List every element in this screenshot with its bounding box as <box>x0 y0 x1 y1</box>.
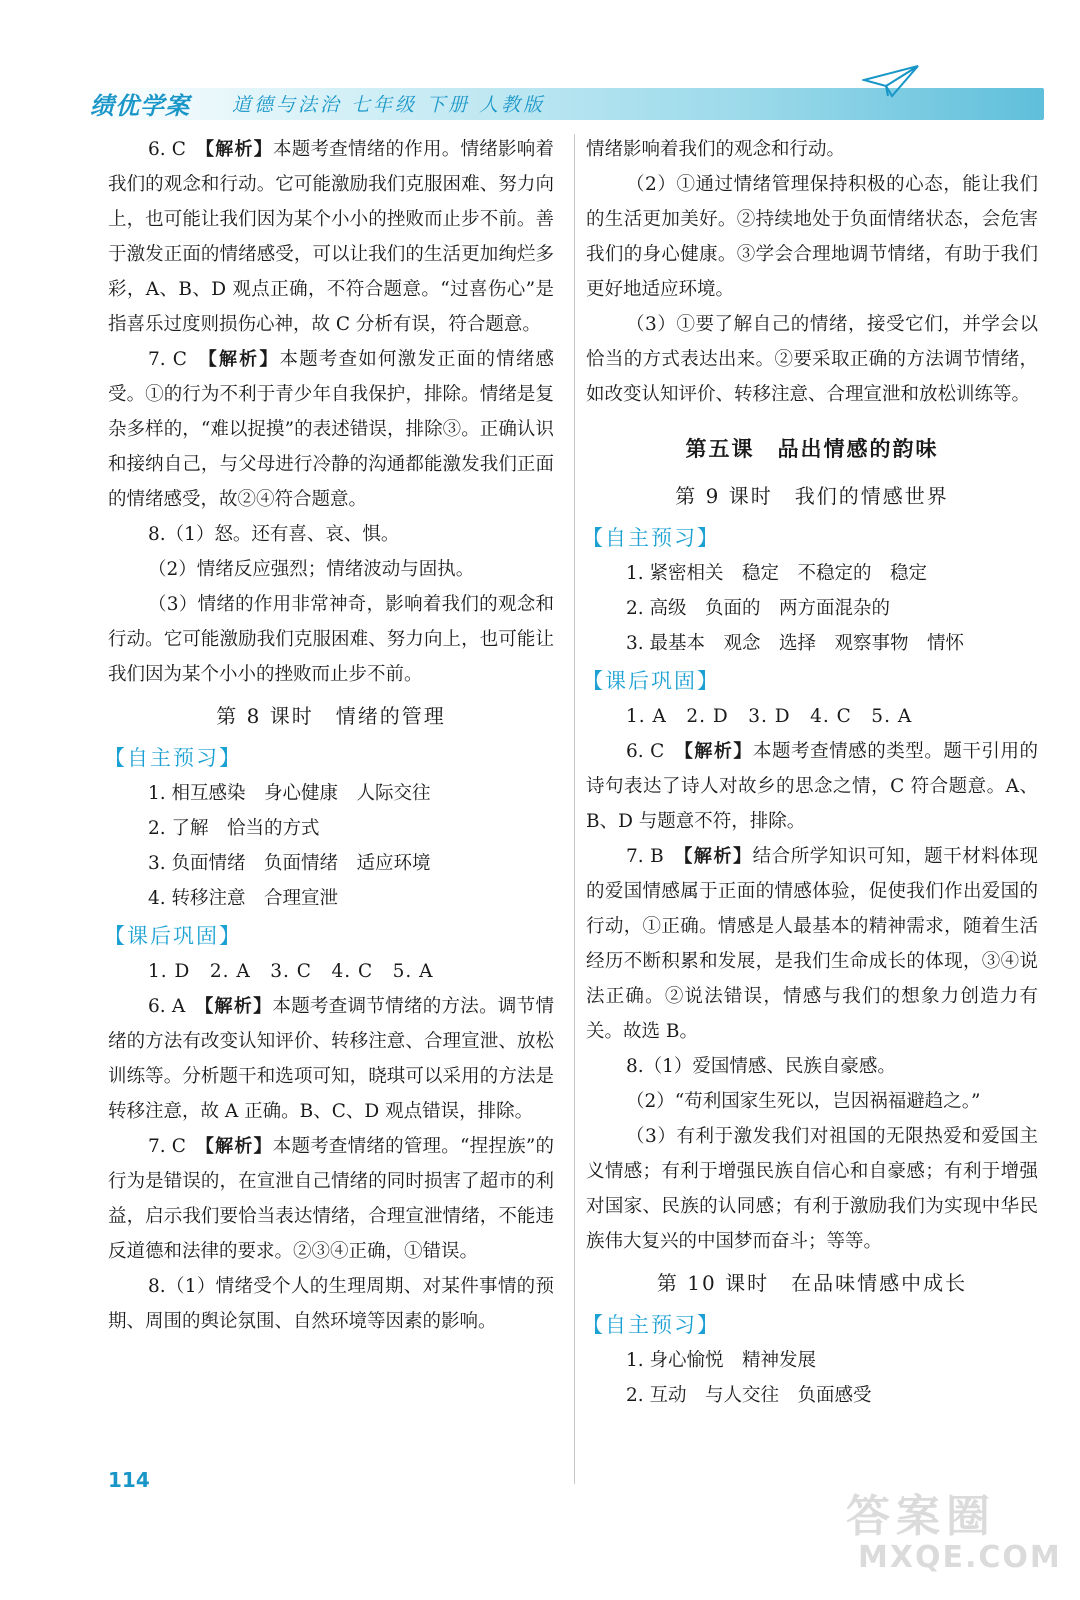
section-preview: 【自主预习】 <box>582 526 720 550</box>
choice-answers: 1. D 2. A 3. C 4. C 5. A <box>148 961 434 982</box>
watermark-logo: 答案圈 MXQE.COM <box>846 1491 1062 1575</box>
preview-item: 1. 身心愉悦 精神发展 <box>626 1350 817 1371</box>
preview-item: 1. 紧密相关 稳定 不稳定的 稳定 <box>626 563 928 584</box>
preview-item: 2. 了解 恰当的方式 <box>148 818 320 839</box>
review-answer-6: 6. C 【解析】本题考查情感的类型。题干引用的诗句表达了诗人对故乡的思念之情，C 符合题意。A、B、D 与题意不符，排除。 <box>586 741 1038 832</box>
review-answer-8-3: （3）有利于激发我们对祖国的无限热爱和爱国主义情感；有利于增强民族自信心和自豪感；有利于增强对国家、民族的认同感；有利于激励我们为实现中华民族伟大复兴的中国梦而奋斗；等等。 <box>586 1126 1038 1252</box>
brand-title: 绩优学案 <box>90 92 190 120</box>
answer-8-3-right: （3）①要了解自己的情绪，接受它们，并学会以恰当的方式表达出来。②要采取正确的方法调节情绪，如改变认知评价、转移注意、合理宣泄和放松训练等。 <box>586 314 1038 405</box>
answer-8-2-right: （2）①通过情绪管理保持积极的心态，能让我们的生活更加美好。②持续地处于负面情绪状态，会危害我们的身心健康。③学会合理地调节情绪，有助于我们更好地适应环境。 <box>586 174 1038 300</box>
preview-item: 1. 相互感染 身心健康 人际交往 <box>148 783 431 804</box>
preview-item: 2. 互动 与人交往 负面感受 <box>626 1385 872 1406</box>
section-preview: 【自主预习】 <box>104 746 242 770</box>
paper-plane-icon <box>862 62 920 100</box>
review-answer-7: 7. B 【解析】结合所学知识可知，题干材料体现的爱国情感属于正面的情感体验，促使我们作出爱国的行动，①正确。情感是人最基本的精神需求，随着生活经历不断积累和发展，是我们生命成长的体现，③④说法正确。②说法错误，情感与我们的想象力创造力有关。故选 B。 <box>586 846 1038 1042</box>
lesson-8-title: 第 8 课时 情绪的管理 <box>216 704 446 728</box>
preview-item: 3. 负面情绪 负面情绪 适应环境 <box>148 853 431 874</box>
review-answer-7: 7. C 【解析】本题考查情绪的管理。“捏捏族”的行为是错误的，在宣泄自己情绪的同时损害了超市的利益，启示我们要恰当表达情绪，合理宣泄情绪，不能违反道德和法律的要求。②③④正确，①错误。 <box>108 1136 555 1262</box>
answer-7: 7. C 【解析】本题考查如何激发正面的情绪感受。①的行为不利于青少年自我保护，排除。情绪是复杂多样的，“难以捉摸”的表述错误，排除③。正确认识和接纳自己，与父母进行冷静的沟通都能激发我们正面的情绪感受，故②④符合题意。 <box>108 349 555 510</box>
subject-line: 道德与法治 七年级 下册 人教版 <box>232 94 546 116</box>
section-preview: 【自主预习】 <box>582 1313 720 1337</box>
lesson-10-title: 第 10 课时 在品味情感中成长 <box>656 1271 968 1295</box>
lesson-9-title: 第 9 课时 我们的情感世界 <box>675 484 949 508</box>
answer-8-1: 8.（1）怒。还有喜、哀、惧。 <box>148 524 400 545</box>
review-answer-8: 8.（1）情绪受个人的生理周期、对某件事情的预期、周围的舆论氛围、自然环境等因素的影响。 <box>108 1276 554 1332</box>
right-column <box>582 132 1038 1413</box>
choice-answers: 1. A 2. D 3. D 4. C 5. A <box>626 706 913 727</box>
section-review: 【课后巩固】 <box>104 924 242 948</box>
left-column <box>104 132 555 1339</box>
review-answer-8-2: （2）“苟利国家生死以，岂因祸福避趋之。” <box>626 1091 981 1112</box>
column-divider <box>574 134 575 1484</box>
preview-item: 3. 最基本 观念 选择 观察事物 情怀 <box>626 633 965 654</box>
unit-5-title: 第五课 品出情感的韵味 <box>685 437 939 461</box>
preview-item: 4. 转移注意 合理宣泄 <box>148 888 339 909</box>
review-answer-8-1: 8.（1）爱国情感、民族自豪感。 <box>626 1056 896 1077</box>
page-number: 114 <box>108 1468 150 1492</box>
answer-6: 6. C 【解析】本题考查情绪的作用。情绪影响着我们的观念和行动。它可能激励我们克服困难、努力向上，也可能让我们因为某个小小的挫败而止步不前。善于激发正面的情绪感受，可以让我们的生活更加绚烂多彩，A、B、D 观点正确，不符合题意。“过喜伤心”是指喜乐过度则损伤心神，故 C 分析有误，符合题意。 <box>108 139 555 335</box>
preview-item: 2. 高级 负面的 两方面混杂的 <box>626 598 891 619</box>
answer-8-3: （3）情绪的作用非常神奇，影响着我们的观念和行动。它可能激励我们克服困难、努力向上，也可能让我们因为某个小小的挫败而止步不前。 <box>108 594 554 685</box>
section-review: 【课后巩固】 <box>582 669 720 693</box>
page-header <box>0 0 1080 130</box>
continued-text: 情绪影响着我们的观念和行动。 <box>586 139 846 160</box>
review-answer-6: 6. A 【解析】本题考查调节情绪的方法。调节情绪的方法有改变认知评价、转移注意、合理宣泄、放松训练等。分析题干和选项可知，晓琪可以采用的方法是转移注意，故 A 正确。B、C、D 观点错误，排除。 <box>108 996 554 1122</box>
answer-8-2: （2）情绪反应强烈；情绪波动与固执。 <box>148 559 475 580</box>
